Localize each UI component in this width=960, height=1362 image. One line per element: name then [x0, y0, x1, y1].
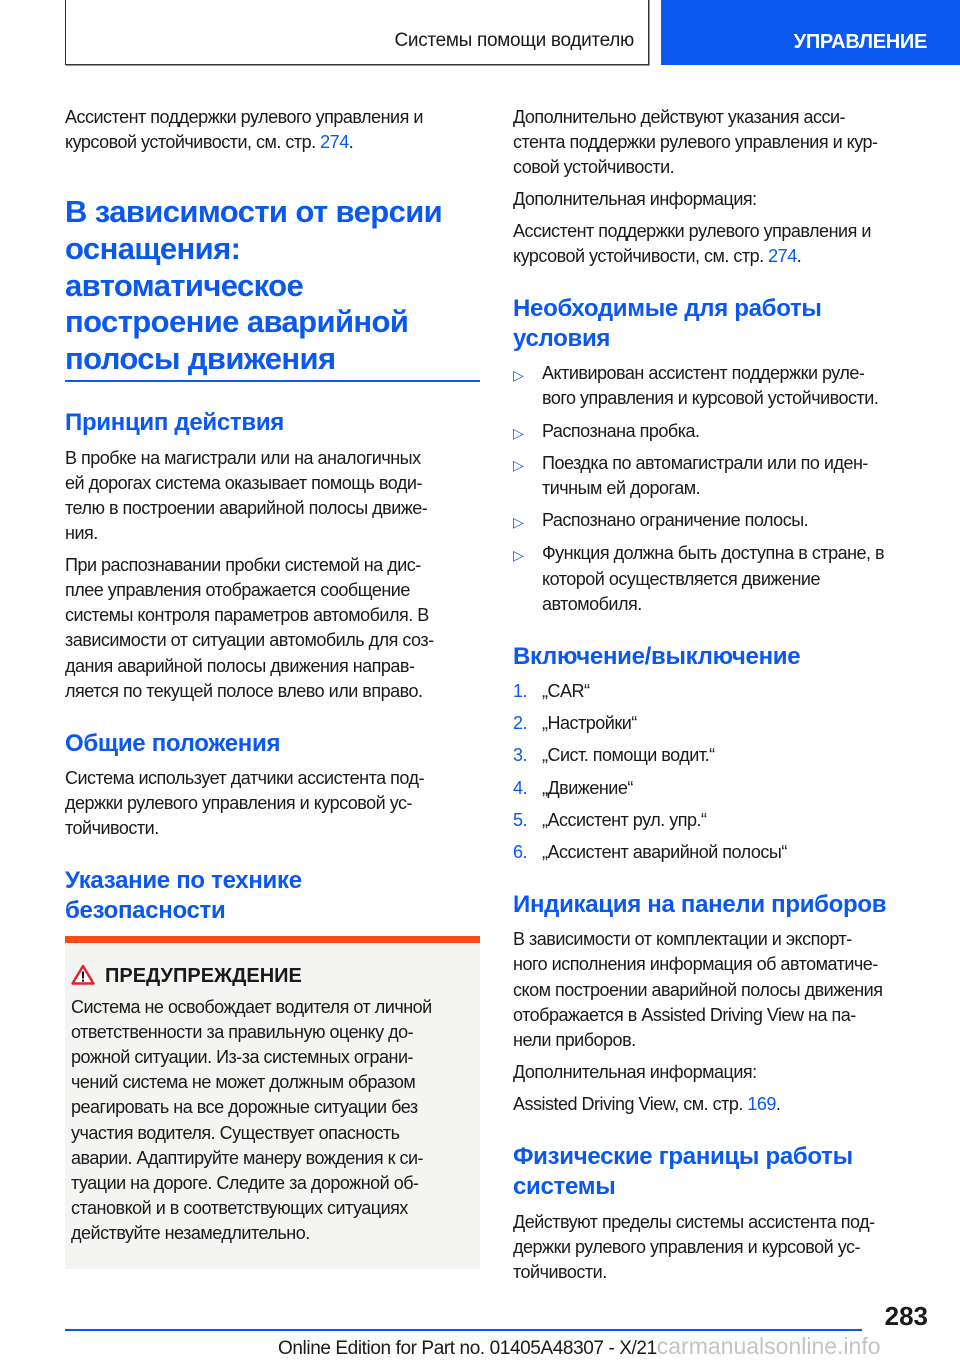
conditions-list	[513, 361, 938, 617]
conditions-heading	[513, 294, 938, 354]
text-line: Активирован ассистент поддержки руле-	[542, 363, 865, 384]
step-number: 5.	[513, 809, 528, 830]
text-line: ей дорогах система оказывает помощь води-	[65, 473, 422, 494]
onoff-heading	[513, 642, 938, 672]
right-paragraph-2	[513, 187, 938, 212]
text-line: отображается в Assisted Driving View на па-	[513, 1004, 856, 1025]
text-line: телю в построении аварийной полосы движе-	[65, 498, 428, 519]
footer-edition	[278, 1333, 881, 1360]
watermark: carmanualsonline.info	[656, 1333, 881, 1359]
step-number: 6.	[513, 842, 528, 863]
text-line: Дополнительно действуют указания асси-	[513, 107, 846, 127]
text-line: Ассистент поддержки рулевого управления и	[513, 220, 871, 241]
text-line: Принцип действия	[65, 408, 284, 436]
text-line: Система использует датчики ассистента под-	[65, 767, 424, 788]
text: курсовой устойчивости, см. стр.	[65, 132, 321, 153]
text-line: чений система не может должным образом	[71, 1072, 416, 1093]
triangle-bullet-icon: ▷	[513, 456, 524, 473]
text-line: Ассистент поддержки рулевого управления и	[65, 107, 423, 127]
limits-heading	[513, 1142, 938, 1202]
text-line: рожной ситуации. Из-за системных ограни-	[71, 1046, 413, 1067]
step-item	[513, 679, 938, 704]
text-line: автомобиля.	[542, 593, 642, 614]
text-line: совой устойчивости.	[513, 157, 675, 178]
condition-text	[542, 541, 938, 617]
text-line: курсовой устойчивости, см. стр. 274.	[65, 132, 354, 153]
text-line: При распознавании пробки системой на дис-	[65, 554, 421, 575]
text-line: ного исполнения информация об автоматиче-	[513, 954, 878, 975]
triangle-bullet-icon: ▷	[513, 424, 524, 441]
text-line: тичным ей дорогам.	[542, 478, 701, 499]
text-line: Общие положения	[65, 729, 281, 757]
text-line: ответственности за правильную оценку до-	[71, 1021, 414, 1042]
text-line: держки рулевого управления и курсовой ус-	[513, 1236, 861, 1257]
triangle-bullet-icon: ▷	[513, 547, 524, 564]
display-paragraph-3	[513, 1092, 938, 1117]
text-line: становкой и в соответствующих ситуациях	[71, 1198, 408, 1219]
text: курсовой устойчивости, см. стр.	[513, 246, 769, 267]
text-line: нели приборов.	[513, 1030, 636, 1051]
text-line: автоматическое	[65, 267, 304, 303]
text-line: реагировать на все дорожные ситуации без	[71, 1097, 418, 1118]
text-line: Дополнительная информация:	[513, 1062, 757, 1083]
text-line: оснащения:	[65, 231, 241, 266]
text-line: аварии. Адаптируйте манеру вождения к си-	[71, 1147, 424, 1168]
text-line: условия	[513, 325, 611, 353]
text-line: Необходимые для работы	[513, 295, 822, 323]
condition-item	[513, 451, 938, 501]
text-line: Распознана пробка.	[542, 420, 700, 441]
step-text: „Сист. помощи водит.“	[542, 745, 715, 766]
step-text: „CAR“	[542, 681, 590, 702]
step-number: 3.	[513, 745, 528, 766]
principle-heading	[65, 408, 480, 438]
text-line: курсовой устойчивости, см. стр. 274.	[513, 246, 802, 267]
step-number: 2.	[513, 713, 528, 734]
page-link[interactable]: 274	[320, 132, 349, 153]
text-line: Действуют пределы системы ассистента под-	[513, 1211, 875, 1232]
principle-paragraph-2	[65, 553, 480, 704]
warning-text	[71, 995, 474, 1247]
step-text: „Ассистент аварийной полосы“	[542, 842, 787, 863]
condition-item	[513, 508, 938, 533]
step-item	[513, 743, 938, 768]
page-link[interactable]: 169	[747, 1094, 776, 1115]
step-item	[513, 808, 938, 833]
text-line: действуйте незамедлительно.	[71, 1223, 310, 1244]
text-line: Указание по технике	[65, 866, 302, 894]
text-line: участия водителя. Существует опасность	[71, 1122, 400, 1143]
condition-item	[513, 541, 938, 617]
condition-item	[513, 361, 938, 411]
text-line: туации на дороге. Следите за дорожной об-	[71, 1172, 419, 1193]
text-line: полосы движения	[65, 340, 336, 376]
section-title: Системы помощи водителю	[394, 30, 634, 51]
step-text: „Ассистент рул. упр.“	[542, 809, 707, 830]
step-text: „Настройки“	[542, 713, 637, 734]
condition-item	[513, 419, 938, 444]
text-line: Индикация на панели приборов	[513, 891, 887, 919]
page-number: 283	[884, 1301, 928, 1331]
title-divider	[65, 380, 480, 382]
text-line: В пробке на магистрали или на аналогичных	[65, 447, 421, 468]
step-item	[513, 776, 938, 801]
text-line: которой осуществляется движение	[542, 568, 820, 589]
right-column	[513, 105, 938, 1285]
general-heading	[65, 729, 480, 759]
condition-text	[542, 419, 938, 444]
text-line: стента поддержки рулевого управления и кур-	[513, 132, 878, 153]
text-line: зависимости от ситуации автомобиль для соз-	[65, 630, 434, 651]
safety-heading	[65, 866, 480, 926]
display-paragraph	[513, 927, 938, 1053]
footer-divider	[65, 1329, 862, 1331]
warning-title: ПРЕДУПРЕЖДЕНИЕ	[105, 964, 302, 987]
text-line: Физические границы работы	[513, 1142, 853, 1170]
step-item	[513, 840, 938, 865]
text-line: В зависимости от комплектации и экспорт-	[513, 929, 852, 950]
text-line: безопасности	[65, 896, 226, 924]
warning-triangle-icon	[71, 964, 95, 985]
warning-header	[71, 963, 474, 989]
text-line: плее управления отображается сообщение	[65, 579, 410, 600]
left-column	[65, 105, 480, 1269]
condition-text	[542, 451, 938, 501]
page-link[interactable]: 274	[768, 246, 797, 267]
text: Assisted Driving View, см. стр.	[513, 1094, 748, 1115]
text-line: Поездка по автомагистрали или по иден-	[542, 452, 868, 473]
step-number: 4.	[513, 777, 528, 798]
text-line: В зависимости от версии	[65, 194, 443, 230]
text-line: Включение/выключение	[513, 643, 801, 671]
principle-paragraph-1	[65, 446, 480, 547]
text-line: ском построении аварийной полосы движения	[513, 979, 883, 1000]
limits-paragraph	[513, 1210, 938, 1286]
text-line: системы контроля параметров автомобиля. В	[65, 605, 429, 626]
step-number: 1.	[513, 681, 528, 702]
text-line: держки рулевого управления и курсовой ус-	[65, 793, 413, 814]
chapter-tab[interactable]: УПРАВЛЕНИЕ	[661, 0, 960, 65]
text-line: дания аварийной полосы движения направ-	[65, 655, 415, 676]
intro-paragraph	[65, 105, 480, 155]
text-line: тойчивости.	[65, 818, 159, 839]
general-paragraph	[65, 766, 480, 842]
text-line: ния.	[65, 523, 98, 544]
step-text: „Движение“	[542, 777, 633, 798]
edition-text: Online Edition for Part no. 01405A48307 - X/21	[278, 1338, 657, 1359]
text-line: вого управления и курсовой устойчивости.	[542, 388, 879, 409]
step-item	[513, 711, 938, 736]
text-line: Функция должна быть доступна в стране, в	[542, 543, 885, 564]
text-line: тойчивости.	[513, 1262, 607, 1283]
steps-list	[513, 679, 938, 865]
header-box	[65, 0, 649, 65]
text-line: построение аварийной	[65, 304, 409, 340]
right-paragraph-1	[513, 105, 938, 181]
text-line: Assisted Driving View, см. стр. 169.	[513, 1094, 781, 1115]
text-line: Дополнительная информация:	[513, 188, 757, 209]
triangle-bullet-icon: ▷	[513, 367, 524, 384]
condition-text	[542, 508, 938, 533]
text-line: Система не освобождает водителя от личной	[71, 996, 432, 1017]
page-title	[65, 194, 480, 377]
text-line: системы	[513, 1172, 616, 1200]
triangle-bullet-icon: ▷	[513, 514, 524, 531]
text-line: ляется по текущей полосе влево или вправо.	[65, 680, 423, 701]
warning-box	[65, 936, 480, 1269]
text-line: Распознано ограничение полосы.	[542, 510, 809, 531]
condition-text	[542, 361, 938, 411]
display-paragraph-2	[513, 1060, 938, 1085]
display-heading	[513, 890, 938, 920]
right-paragraph-3	[513, 219, 938, 269]
